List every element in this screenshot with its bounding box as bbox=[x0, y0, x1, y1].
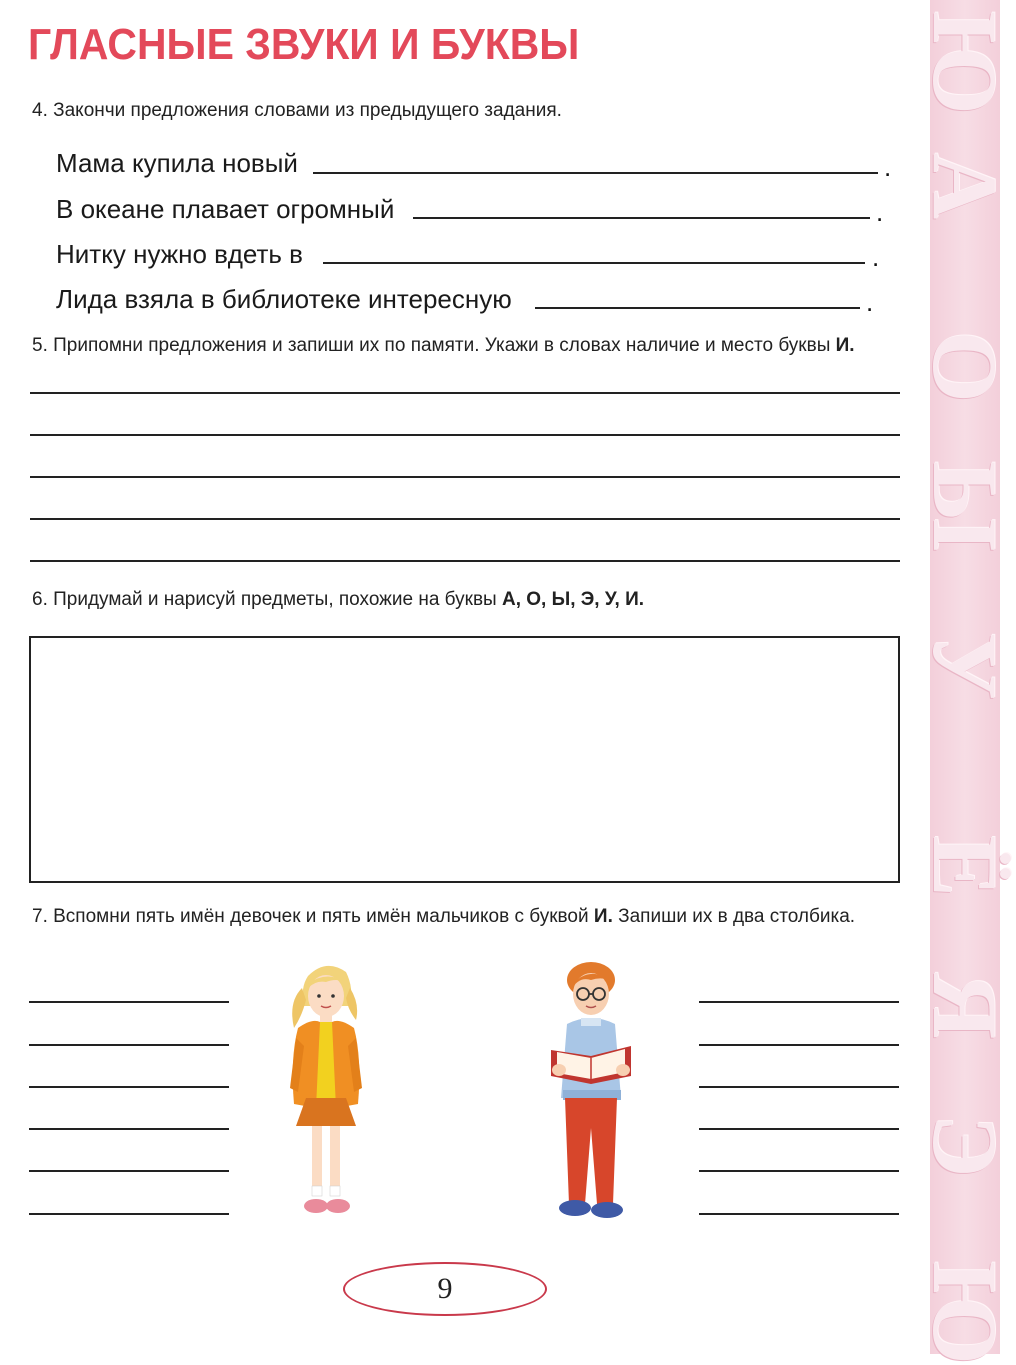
sidebar-letter: У bbox=[914, 632, 1016, 700]
writing-line[interactable] bbox=[30, 434, 900, 436]
girl-illustration bbox=[276, 958, 376, 1223]
task-4-heading: 4. Закончи предложения словами из предыдущего задания. bbox=[32, 100, 562, 121]
boys-name-line[interactable] bbox=[699, 1001, 899, 1003]
boys-name-line[interactable] bbox=[699, 1086, 899, 1088]
boys-name-line[interactable] bbox=[699, 1170, 899, 1172]
boys-name-line[interactable] bbox=[699, 1128, 899, 1130]
sidebar-letter: Э bbox=[914, 1114, 1016, 1178]
sidebar-letter: О bbox=[914, 331, 1016, 403]
task-5-heading-text: 5. Припомни предложения и запиши их по памяти. Укажи в словах наличие и место буквы bbox=[32, 335, 831, 356]
answer-line[interactable] bbox=[413, 217, 870, 219]
task-6-heading bbox=[32, 589, 644, 611]
boy-reading-illustration bbox=[545, 958, 640, 1223]
sidebar-letter: А bbox=[914, 152, 1016, 220]
task-5-heading-bold: И. bbox=[835, 335, 855, 356]
end-dot: . bbox=[866, 287, 874, 317]
writing-line[interactable] bbox=[30, 392, 900, 394]
girls-name-line[interactable] bbox=[29, 1086, 229, 1088]
task-4-sentence-1: Мама купила новый bbox=[56, 148, 298, 178]
page-title: ГЛАСНЫЕ ЗВУКИ И БУКВЫ bbox=[28, 20, 580, 69]
task-6-heading-bold: А, О, Ы, Э, У, И. bbox=[501, 589, 645, 610]
sidebar-letter: Ю bbox=[914, 11, 1016, 115]
task-4-sentence-2: В океане плавает огромный bbox=[56, 194, 395, 224]
task-6-heading-text: 6. Придумай и нарисуй предметы, похожие на буквы bbox=[32, 589, 497, 610]
girls-name-line[interactable] bbox=[29, 1213, 229, 1215]
end-dot: . bbox=[872, 242, 880, 272]
sidebar-letter: Я bbox=[914, 972, 1016, 1040]
task-7-heading bbox=[32, 906, 855, 928]
page-number: 9 bbox=[437, 1272, 453, 1305]
sidebar-letter: Ы bbox=[914, 461, 1016, 552]
answer-line[interactable] bbox=[535, 307, 860, 309]
girls-name-line[interactable] bbox=[29, 1128, 229, 1130]
sidebar-letter: Ё bbox=[914, 835, 1016, 897]
task-5-heading bbox=[32, 335, 855, 357]
writing-line[interactable] bbox=[30, 476, 900, 478]
girls-name-line[interactable] bbox=[29, 1170, 229, 1172]
answer-line[interactable] bbox=[323, 262, 865, 264]
task-7-heading-text: 7. Вспомни пять имён девочек и пять имён мальчиков с буквой bbox=[32, 906, 589, 927]
girls-name-line[interactable] bbox=[29, 1044, 229, 1046]
end-dot: . bbox=[884, 152, 892, 182]
answer-line[interactable] bbox=[313, 172, 878, 174]
writing-line[interactable] bbox=[30, 518, 900, 520]
task-4-sentence-4: Лида взяла в библиотеке интересную bbox=[56, 284, 512, 314]
writing-line[interactable] bbox=[30, 560, 900, 562]
decorative-letter-sidebar bbox=[914, 0, 1016, 1365]
task-7-heading-text-after: Запиши их в два столбика. bbox=[618, 906, 856, 927]
task-7-heading-bold: И. bbox=[593, 906, 613, 927]
sidebar-letter: Ю bbox=[914, 1261, 1016, 1365]
girls-name-line[interactable] bbox=[29, 1001, 229, 1003]
page-number-oval bbox=[343, 1262, 547, 1316]
boys-name-line[interactable] bbox=[699, 1213, 899, 1215]
drawing-box[interactable] bbox=[29, 636, 900, 883]
end-dot: . bbox=[876, 197, 884, 227]
boys-name-line[interactable] bbox=[699, 1044, 899, 1046]
task-4-sentence-3: Нитку нужно вдеть в bbox=[56, 239, 303, 269]
